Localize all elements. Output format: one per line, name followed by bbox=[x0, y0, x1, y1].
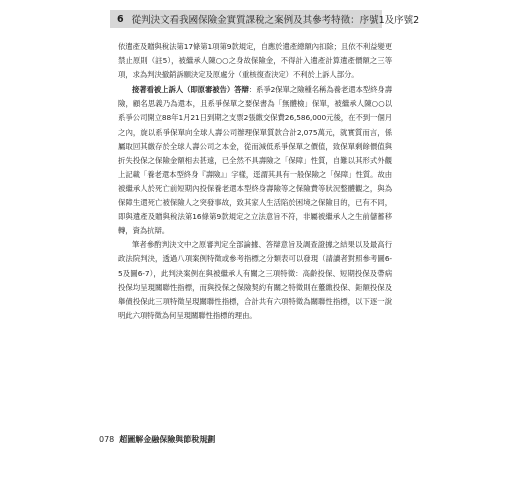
chapter-header-bar bbox=[110, 10, 420, 28]
page-footer bbox=[99, 432, 215, 446]
chapter-number: 6 bbox=[117, 13, 124, 25]
book-title: 超圖解金融保險與節稅規劃 bbox=[119, 434, 216, 444]
respondent-defense-lead: 接著看被上訴人（即原審被告）答辯 bbox=[132, 85, 249, 95]
respondent-defense-text: ：系爭2保單之險種名稱為養老還本型終身壽險，顧名思義乃為還本，且系爭保單之要保書為「無體檢」保單，被繼承人陳○○以系爭公司開立88年1月21日到期之支票2張繳交保費26,586,000元後，在不到一個月之內，旋以系爭保單向全球人壽公司辦理保單質款合計2,075萬元，就實質而言，係屬取回其繳存於全球人壽公司之本金，從而減低系爭保單之價值，致保單剩餘價值與折失投保之保險金額相去甚遠，已全然不具壽險之「保障」性質，自難以其形式外觀上記載「養老還本型終身『壽險』」字樣，逕謂其具有一般保險之「保障」性質。故由被繼承人於死亡前短期內投保養老還本型終身壽險等之保險費等狀況整體觀之，與為保障生還死亡被保險人之突發事故，致其家人生活陷於困境之保險目的，已有不同，即與遺產及贈與稅法第16條第9款規定之立法意旨不符，非屬被繼承人之生前儲蓄移轉，資為抗辯。 bbox=[118, 85, 392, 236]
page-body bbox=[118, 40, 392, 323]
paragraph-author-analysis: 筆者參酌判決文中之原審判定全部論據、答辯意旨及調查證據之結果以及最高行政法院判決，透過八項案例特徵或參考指標之分類表可以發現（請讀者對照參考圖6-5及圖6-7），此判決案例在與被繼承人有關之三項特徵：高齡投保、短期投保及帶病投保均呈現關聯性指標，而與投保之保險契約有關之特徵則在躉繳投保、鉅額投保及舉債投保此三項特徵呈現關聯性指標，合計共有六項特徵為關聯性指標，以下逐一說明此六項特徵為何呈現關聯性指標的理由。 bbox=[118, 240, 392, 320]
page-number: 078 bbox=[99, 434, 115, 444]
paragraph-appellant-claim: 依遺產及贈與稅法第17條第1項第9款規定，自應於遺產總額內扣除；且依不利益變更禁止原則（註5），被繼承人陳○○之身故保險金，不得計入遺產計算遺產價額之三等項，求為判決撤銷訴願決定及原處分（重核復查決定）不利於上訴人部分。 bbox=[118, 42, 392, 80]
paragraph-respondent-defense bbox=[118, 83, 392, 238]
chapter-title: 從判決文看我國保險金實質課稅之案例及其參考特徵：序號1及序號2 bbox=[131, 15, 420, 26]
